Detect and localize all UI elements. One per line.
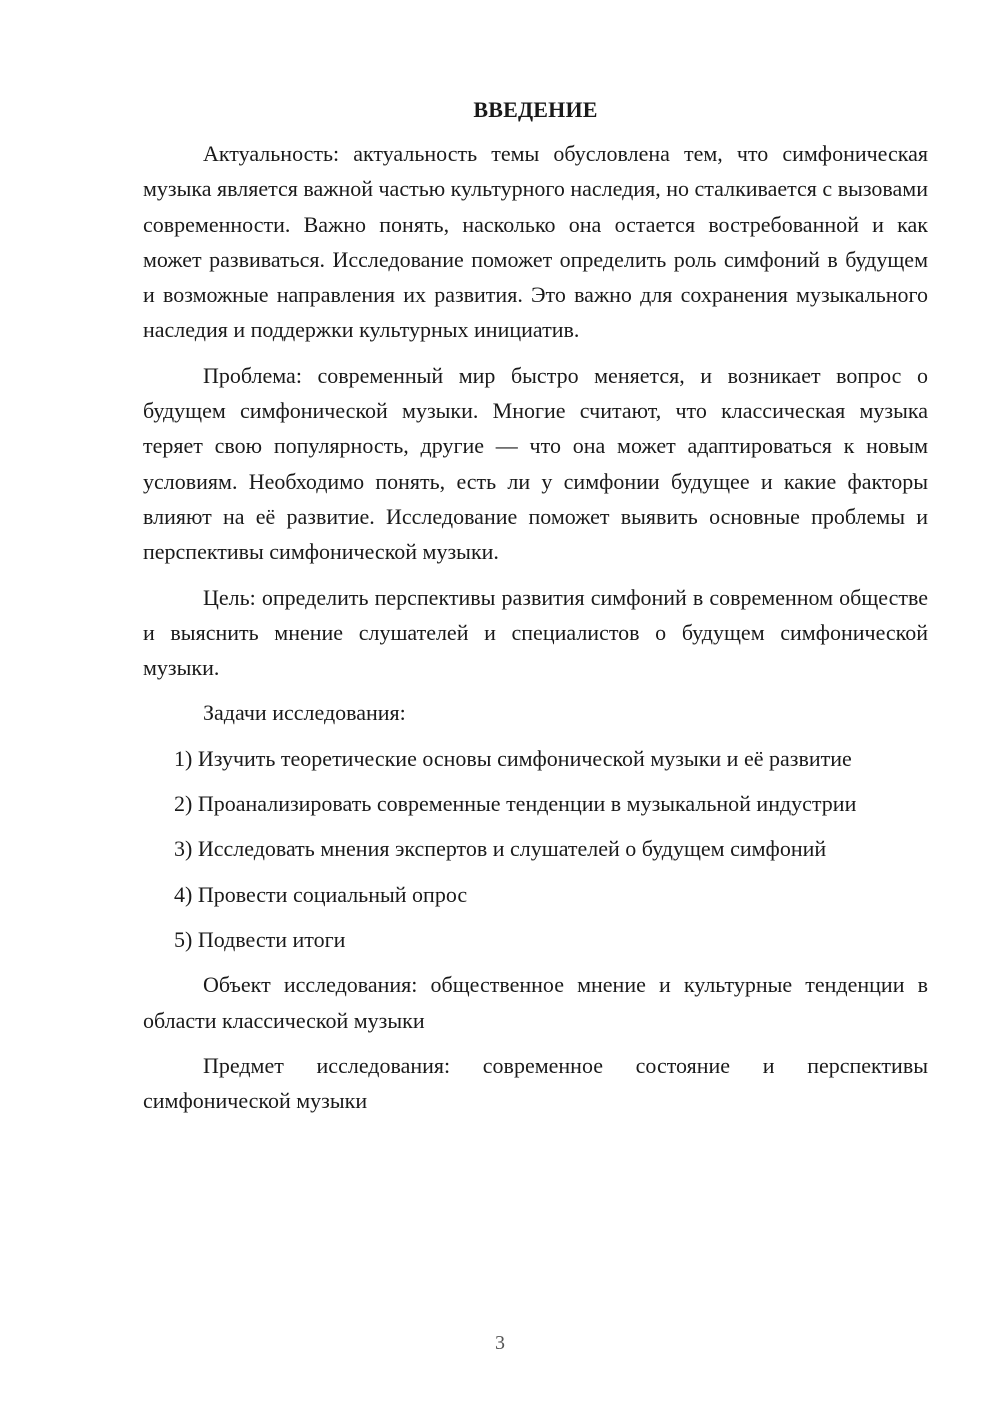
tasks-heading: Задачи исследования: [203, 700, 406, 726]
paragraph-object: Объект исследования: общественное мнение и культурные тенденции в области классической музыки [143, 972, 928, 1033]
task-item-2: 2) Проанализировать современные тенденции в музыкальной индустрии [174, 791, 857, 817]
task-item-5: 5) Подвести итоги [174, 926, 346, 952]
task-item-4: 4) Провести социальный опрос [174, 881, 468, 907]
page-number: 3 [495, 1332, 505, 1354]
paragraph-relevance: Актуальность: актуальность темы обусловлена тем, что симфоническая музыка является важной частью культурного наследия, но сталкивается с вызовами современности. Важно понять, насколько она остается востребованной и как может развиваться. Исследование поможет определить роль симфоний в будущем и возможные направления их развития. Это важно для сохранения музыкального наследия и поддержки культурных инициатив. [143, 141, 928, 343]
paragraph-goal: Цель: определить перспективы развития симфоний в современном обществе и выяснить мнение слушателей и специалистов о будущем симфонической музыки. [143, 584, 928, 681]
task-item-3: 3) Исследовать мнения экспертов и слушателей о будущем симфоний [174, 836, 827, 862]
section-title: ВВЕДЕНИЕ [473, 97, 598, 122]
paragraph-problem: Проблема: современный мир быстро меняется, и возникает вопрос о будущем симфонической музыки. Многие считают, что классическая музыка теряет свою популярность, другие — что она может адаптироваться к новым условиям. Необходимо понять, есть ли у симфонии будущее и какие факторы влияют на её развитие. Исследование поможет выявить основные проблемы и перспективы симфонической музыки. [143, 362, 928, 565]
page-content [143, 94, 928, 1128]
task-item-1: 1) Изучить теоретические основы симфонической музыки и её развитие [174, 745, 852, 771]
paragraph-subject: Предмет исследования: современное состояние и перспективы симфонической музыки [143, 1052, 928, 1114]
